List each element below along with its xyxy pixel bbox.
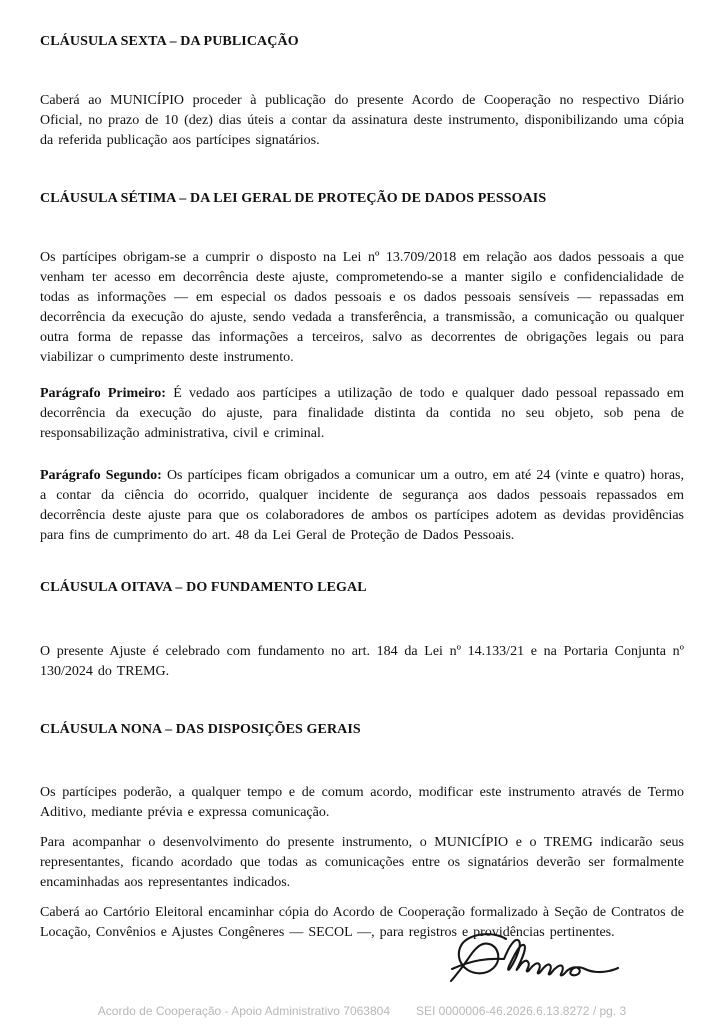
para-paragrafo-segundo xyxy=(40,466,684,546)
para-fundamento-legal: O presente Ajuste é celebrado com fundamento no art. 184 da Lei nº 14.133/21 e na Portaria Conjunta nº 130/2024 do TREMG. xyxy=(40,644,684,679)
heading-clausula-nona: CLÁUSULA NONA – DAS DISPOSIÇÕES GERAIS xyxy=(40,722,361,737)
page-footer xyxy=(0,1004,724,1018)
para-termo-aditivo: Os partícipes poderão, a qualquer tempo e de comum acordo, modificar este instrumento através de Termo Aditivo, mediante prévia e expressa comunicação. xyxy=(40,785,684,820)
para-representantes: Para acompanhar o desenvolvimento do presente instrumento, o MUNICÍPIO e o TREMG indicarão seus representantes, ficando acordado que todas as comunicações entre os signatários deverão ser formalmente encaminhadas aos representantes indicados. xyxy=(40,835,684,890)
para-publicacao: Caberá ao MUNICÍPIO proceder à publicação do presente Acordo de Cooperação no respectivo Diário Oficial, no prazo de 10 (dez) dias úteis a contar da assinatura deste instrumento, disponibilizando uma cópia da referida publicação aos partícipes signatários. xyxy=(40,93,684,148)
heading-clausula-setima: CLÁUSULA SÉTIMA – DA LEI GERAL DE PROTEÇÃO DE DADOS PESSOAIS xyxy=(40,191,547,206)
paragraph-text: É vedado aos partícipes a utilização de todo e qualquer dado pessoal repassado em decorrência da execução do ajuste, para finalidade distinta da contida no seu objeto, sob pena de responsabilização administrativa, civil e criminal. xyxy=(40,386,685,441)
para-paragrafo-primeiro xyxy=(40,384,684,444)
footer-document-label: Acordo de Cooperação - Apoio Administrativo 7063804 xyxy=(97,1004,390,1018)
heading-clausula-oitava: CLÁUSULA OITAVA – DO FUNDAMENTO LEGAL xyxy=(40,580,367,595)
handwritten-signature-icon xyxy=(448,930,620,988)
signature-scrawl-icon xyxy=(448,930,620,988)
para-lgpd: Os partícipes obrigam-se a cumprir o disposto na Lei nº 13.709/2018 em relação aos dados pessoais a que venham ter acesso em decorrência deste ajuste, comprometendo-se a manter sigilo e confidencialidade de todas as informações — em especial os dados pessoais e os dados pessoais sensíveis — repassadas em decorrência da execução do ajuste, sendo vedada a transferência, a transmissão, a comunicação ou qualquer outra forma de repasse das informações a terceiros, salvo as decorrentes de obrigações legais ou para viabilizar o cumprimento deste instrumento. xyxy=(40,250,684,365)
para-secol: Caberá ao Cartório Eleitoral encaminhar cópia do Acordo de Cooperação formalizado à Seção de Contratos de Locação, Convênios e Ajustes Congêneres — SECOL —, para registros e providências pertinentes. xyxy=(40,905,684,940)
heading-clausula-sexta: CLÁUSULA SEXTA – DA PUBLICAÇÃO xyxy=(40,34,299,49)
footer-sei-page-reference: SEI 0000006-46.2026.6.13.8272 / pg. 3 xyxy=(416,1004,627,1018)
paragraph-lead: Parágrafo Primeiro: xyxy=(40,386,166,401)
paragraph-text: Os partícipes ficam obrigados a comunicar um a outro, em até 24 (vinte e quatro) horas, a contar da ciência do ocorrido, qualquer incidente de segurança aos dados pessoais repassados em decorrência deste ajuste para que os colaboradores de ambos os partícipes adotem as devidas providências para fins de cumprimento do art. 48 da Lei Geral de Proteção de Dados Pessoais. xyxy=(40,468,684,543)
paragraph-lead: Parágrafo Segundo: xyxy=(40,468,162,483)
